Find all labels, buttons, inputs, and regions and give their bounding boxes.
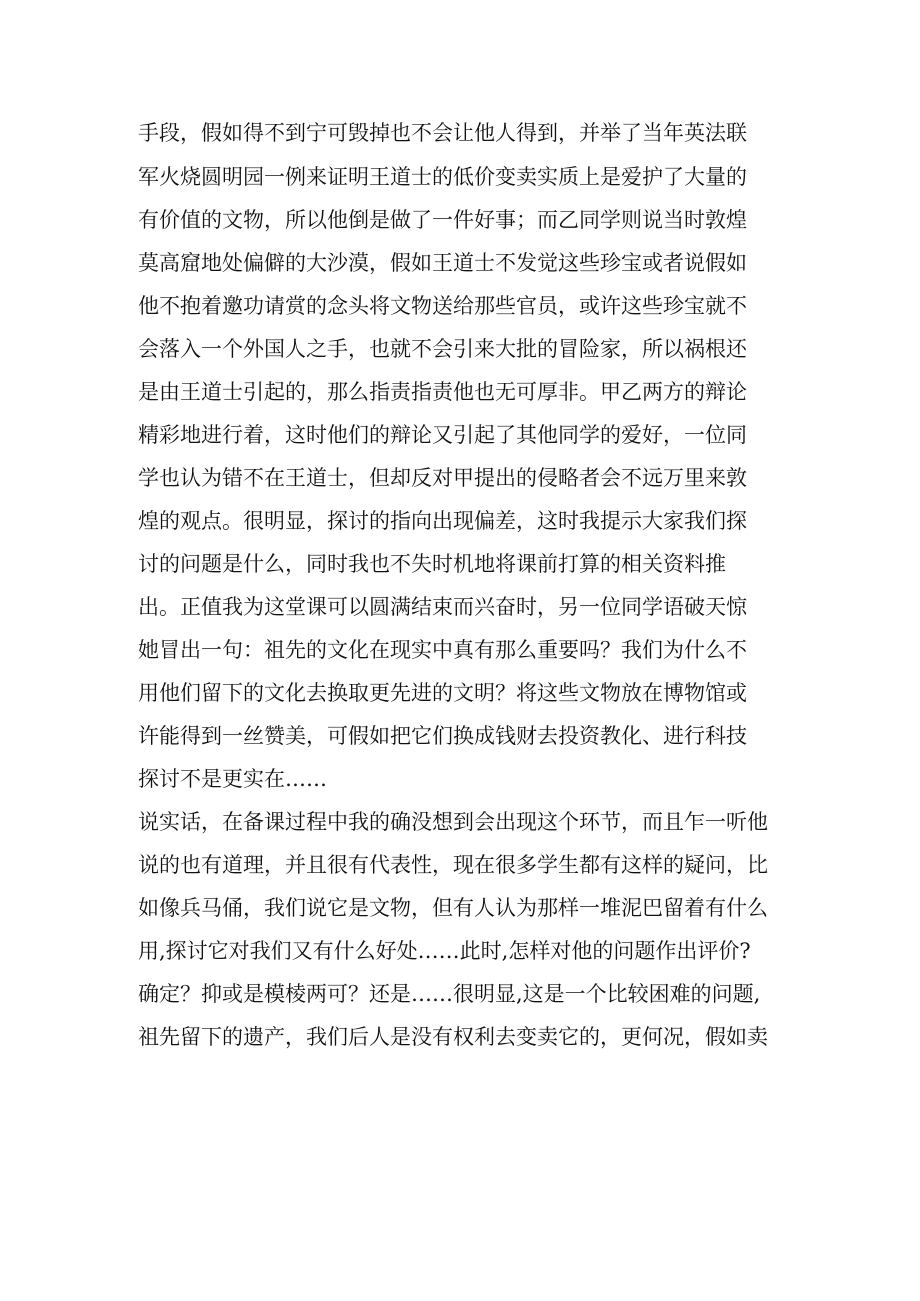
text-line: 讨的问题是什么，同时我也不失时机地将课前打算的相关资料推	[138, 552, 726, 576]
text-line: 说的也有道理，并且很有代表性，现在很多学生都有这样的疑问，比	[138, 853, 768, 877]
text-line: 是由王道士引起的，那么指责指责他也无可厚非。甲乙两方的辩论	[138, 380, 747, 404]
text-line: 出。正值我为这堂课可以圆满结束而兴奋时，另一位同学语破天惊	[138, 595, 747, 619]
text-line: 祖先留下的遗产，我们后人是没有权利去变卖它的，更何况，假如卖	[138, 1025, 768, 1049]
text-line: 煌的观点。很明显，探讨的指向出现偏差，这时我提示大家我们探	[138, 509, 747, 533]
text-line: 如像兵马俑，我们说它是文物，但有人认为那样一堆泥巴留着有什么	[138, 896, 768, 920]
text-line: 他不抱着邀功请赏的念头将文物送给那些官员，或许这些珍宝就不	[138, 294, 747, 318]
text-line: 说实话，在备课过程中我的确没想到会出现这个环节，而且乍一听他	[138, 810, 768, 834]
text-line: 学也认为错不在王道士，但却反对甲提出的侵略者会不远万里来敦	[138, 466, 747, 490]
text-line: 莫高窟地处偏僻的大沙漠，假如王道士不发觉这些珍宝或者说假如	[138, 251, 747, 275]
text-line: 手段，假如得不到宁可毁掉也不会让他人得到，并举了当年英法联	[138, 121, 747, 145]
text-line: 她冒出一句：祖先的文化在现实中真有那么重要吗？我们为什么不	[138, 638, 747, 662]
text-line: 军火烧圆明园一例来证明王道士的低价变卖实质上是爱护了大量的	[138, 165, 747, 189]
text-line: 精彩地进行着，这时他们的辩论又引起了其他同学的爱好，一位同	[138, 423, 747, 447]
text-line: 探讨不是更实在……	[138, 767, 327, 791]
text-line: 会落入一个外国人之手，也就不会引来大批的冒险家，所以祸根还	[138, 337, 747, 361]
text-line: 用,探讨它对我们又有什么好处……此时,怎样对他的问题作出评价?	[138, 939, 751, 963]
text-line: 用他们留下的文化去换取更先进的文明？将这些文物放在博物馆或	[138, 681, 747, 705]
text-line: 确定？抑或是模棱两可？还是……很明显,这是一个比较困难的问题,	[138, 982, 761, 1006]
text-line: 许能得到一丝赞美，可假如把它们换成钱财去投资教化、进行科技	[138, 724, 747, 748]
text-line: 有价值的文物，所以他倒是做了一件好事；而乙同学则说当时敦煌	[138, 208, 747, 232]
